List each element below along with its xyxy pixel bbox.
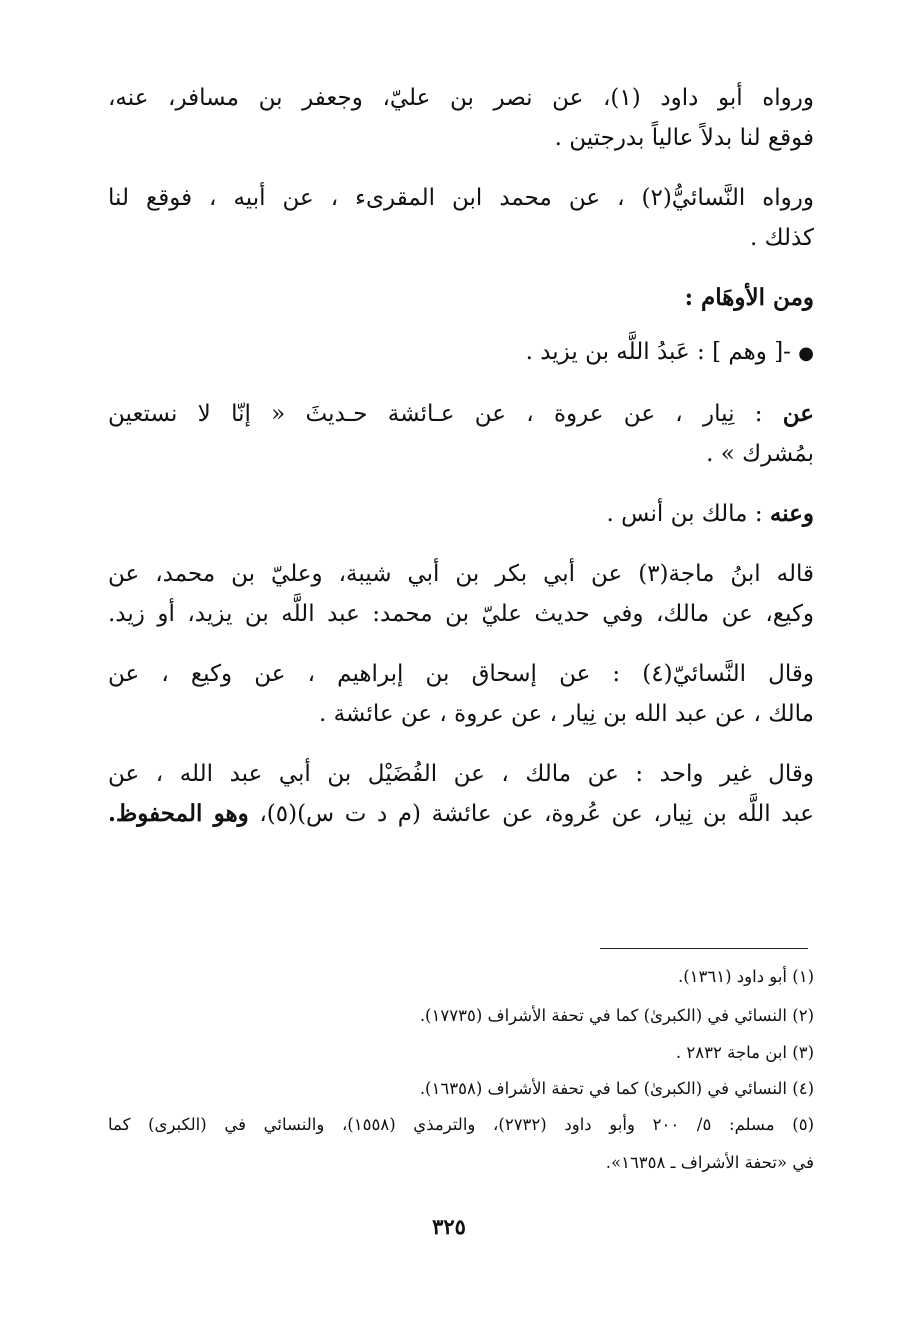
entry-label: -[ وهم ] : bbox=[697, 339, 791, 365]
entry-item bbox=[108, 332, 814, 374]
lead-word: عن bbox=[782, 400, 815, 427]
emphasis-text: وهو المحفوظ. bbox=[108, 800, 249, 827]
footnote-divider bbox=[600, 948, 808, 949]
paragraph-7 bbox=[108, 754, 814, 834]
page-number: ٣٢٥ bbox=[432, 1214, 466, 1239]
text-line: فوقع لنا بدلاً عالياً بدرجتين . bbox=[554, 125, 814, 151]
text-line: وقال غير واحد : عن مالك ، عن الفُضَيْل بن أبي عبد الله ، عن bbox=[108, 761, 814, 787]
footnote-5: (٥) مسلم: ٥/ ٢٠٠ وأبو داود (٢٧٣٢)، والترمذي (١٥٥٨)، والنسائي في (الكبرى) كما bbox=[108, 1115, 814, 1134]
text-line bbox=[108, 794, 814, 834]
footnote-3: (٣) ابن ماجة ٢٨٣٢ . bbox=[675, 1043, 814, 1062]
line-text: : نِيار ، عن عروة ، عن عـائشة حـديثَ « إنّا لا نستعين bbox=[108, 401, 763, 427]
section-heading-block bbox=[108, 278, 814, 318]
section-heading: ومن الأوهَام : bbox=[684, 284, 814, 311]
paragraph-6 bbox=[108, 654, 814, 734]
footnote-1: (١) أبو داود (١٣٦١). bbox=[677, 967, 814, 986]
bullet-icon: ● bbox=[798, 343, 814, 364]
text-line: ورواه النَّسائيُّ(٢) ، عن محمد ابن المقرىء ، عن أبيه ، فوقع لنا bbox=[108, 185, 814, 211]
text-line: وكيع، عن مالك، وفي حديث عليّ بن محمد: عبد اللَّه بن يزيد، أو زيد. bbox=[108, 601, 814, 627]
paragraph-2 bbox=[108, 178, 814, 258]
text-line: قاله ابنُ ماجة(٣) عن أبي بكر بن أبي شيبة، وعليّ بن محمد، عن bbox=[108, 561, 814, 587]
paragraph-5 bbox=[108, 554, 814, 634]
paragraph-4 bbox=[108, 494, 814, 534]
footnote-5-continuation: في «تحفة الأشراف ـ ١٦٣٥٨». bbox=[605, 1153, 814, 1172]
main-text bbox=[108, 78, 814, 854]
entry-name: عَبدُ اللَّه بن يزيد . bbox=[525, 339, 690, 365]
footnote-4: (٤) النسائي في (الكبرىٰ) كما في تحفة الأشراف (١٦٣٥٨). bbox=[419, 1079, 814, 1098]
text-line: كذلك . bbox=[749, 225, 814, 251]
text-line: بمُشرك » . bbox=[706, 441, 814, 467]
text-line: ورواه أبو داود (١)، عن نصر بن عليّ، وجعفر بن مسافر، عنه، bbox=[108, 85, 814, 111]
entry-line bbox=[108, 332, 814, 374]
paragraph-3 bbox=[108, 394, 814, 474]
line-text: : مالك بن أنس . bbox=[606, 501, 763, 527]
text-line bbox=[108, 394, 814, 434]
text-line: وقال النَّسائيّ(٤) : عن إسحاق بن إبراهيم ، عن وكيع ، عن bbox=[108, 661, 814, 687]
lead-word: وعنه bbox=[769, 500, 814, 527]
text-line: مالك ، عن عبد الله بن نِيار ، عن عروة ، عن عائشة . bbox=[318, 701, 814, 727]
paragraph-1 bbox=[108, 78, 814, 158]
line-text: عبد اللَّه بن نِيار، عن عُروة، عن عائشة (م د ت س)(٥)، bbox=[248, 801, 814, 827]
text-line bbox=[108, 494, 814, 534]
footnote-2: (٢) النسائي في (الكبرىٰ) كما في تحفة الأشراف (١٧٧٣٥). bbox=[419, 1006, 814, 1025]
